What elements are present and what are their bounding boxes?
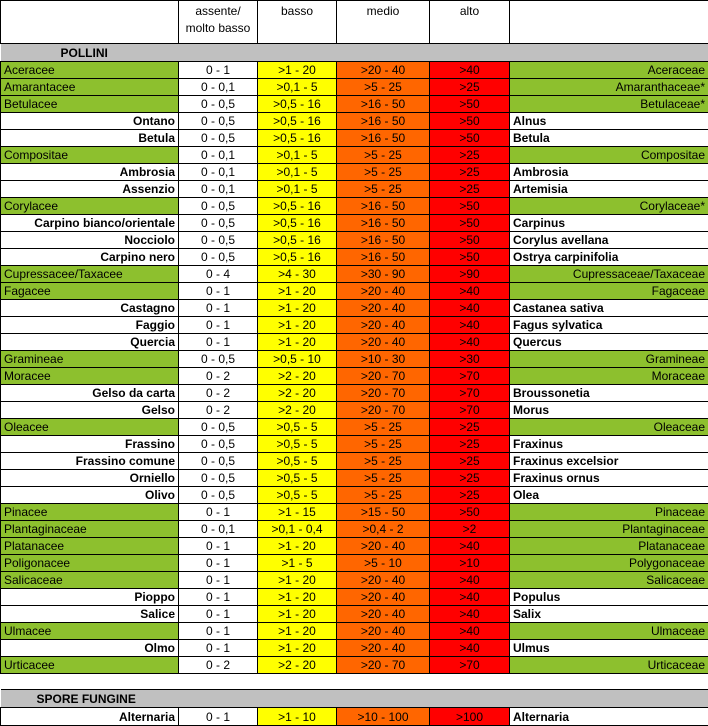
italian-name-cell: Alternaria xyxy=(1,708,179,726)
absent-range-cell: 0 - 0,5 xyxy=(179,351,258,368)
medium-range-cell: >5 - 25 xyxy=(337,419,430,436)
low-range-cell: >1 - 20 xyxy=(258,334,337,351)
high-range-cell: >90 xyxy=(430,266,510,283)
medium-range-cell: >20 - 70 xyxy=(337,657,430,674)
high-range-cell: >40 xyxy=(430,589,510,606)
low-range-cell: >0,5 - 16 xyxy=(258,130,337,147)
section-title: POLLINI xyxy=(1,44,708,62)
medium-range-cell: >16 - 50 xyxy=(337,249,430,266)
latin-name-cell: Fraxinus ornus xyxy=(510,470,708,487)
species-row xyxy=(1,385,708,402)
medium-range-cell: >5 - 25 xyxy=(337,164,430,181)
absent-range-cell: 0 - 1 xyxy=(179,589,258,606)
high-range-cell: >25 xyxy=(430,453,510,470)
species-row xyxy=(1,589,708,606)
italian-name-cell: Betula xyxy=(1,130,179,147)
italian-name-cell: Nocciolo xyxy=(1,232,179,249)
latin-name-cell: Pinaceae xyxy=(510,504,708,521)
absent-range-cell: 0 - 0,5 xyxy=(179,470,258,487)
species-row xyxy=(1,215,708,232)
medium-range-cell: >20 - 40 xyxy=(337,334,430,351)
section-title: SPORE FUNGINE xyxy=(1,690,708,708)
medium-range-cell: >16 - 50 xyxy=(337,232,430,249)
high-range-cell: >25 xyxy=(430,164,510,181)
latin-name-cell: Gramineae xyxy=(510,351,708,368)
absent-range-cell: 0 - 1 xyxy=(179,334,258,351)
medium-range-cell: >20 - 40 xyxy=(337,300,430,317)
family-row xyxy=(1,657,708,674)
absent-range-cell: 0 - 1 xyxy=(179,572,258,589)
species-row xyxy=(1,164,708,181)
header-blank-name xyxy=(1,1,179,44)
high-range-cell: >10 xyxy=(430,555,510,572)
latin-name-cell: Quercus xyxy=(510,334,708,351)
italian-name-cell: Gramineae xyxy=(1,351,179,368)
medium-range-cell: >5 - 25 xyxy=(337,470,430,487)
latin-name-cell: Fagaceae xyxy=(510,283,708,300)
low-range-cell: >1 - 20 xyxy=(258,606,337,623)
italian-name-cell: Fagacee xyxy=(1,283,179,300)
species-row xyxy=(1,300,708,317)
absent-range-cell: 0 - 1 xyxy=(179,640,258,657)
latin-name-cell: Broussonetia xyxy=(510,385,708,402)
low-range-cell: >1 - 20 xyxy=(258,317,337,334)
family-row xyxy=(1,504,708,521)
medium-range-cell: >16 - 50 xyxy=(337,130,430,147)
medium-range-cell: >20 - 70 xyxy=(337,385,430,402)
low-range-cell: >1 - 20 xyxy=(258,572,337,589)
high-range-cell: >25 xyxy=(430,419,510,436)
absent-range-cell: 0 - 2 xyxy=(179,657,258,674)
latin-name-cell: Polygonaceae xyxy=(510,555,708,572)
latin-name-cell: Alternaria xyxy=(510,708,708,726)
species-row xyxy=(1,181,708,198)
italian-name-cell: Aceracee xyxy=(1,62,179,79)
header-high: alto xyxy=(430,1,510,44)
italian-name-cell: Quercia xyxy=(1,334,179,351)
medium-range-cell: >10 - 30 xyxy=(337,351,430,368)
absent-range-cell: 0 - 0,1 xyxy=(179,164,258,181)
absent-range-cell: 0 - 2 xyxy=(179,402,258,419)
italian-name-cell: Salice xyxy=(1,606,179,623)
high-range-cell: >40 xyxy=(430,640,510,657)
high-range-cell: >30 xyxy=(430,351,510,368)
low-range-cell: >0,5 - 5 xyxy=(258,419,337,436)
medium-range-cell: >5 - 25 xyxy=(337,181,430,198)
medium-range-cell: >16 - 50 xyxy=(337,215,430,232)
family-row xyxy=(1,283,708,300)
high-range-cell: >40 xyxy=(430,283,510,300)
high-range-cell: >25 xyxy=(430,181,510,198)
italian-name-cell: Olivo xyxy=(1,487,179,504)
medium-range-cell: >5 - 10 xyxy=(337,555,430,572)
latin-name-cell: Alnus xyxy=(510,113,708,130)
latin-name-cell: Fraxinus excelsior xyxy=(510,453,708,470)
absent-range-cell: 0 - 0,5 xyxy=(179,113,258,130)
family-row xyxy=(1,147,708,164)
high-range-cell: >40 xyxy=(430,62,510,79)
low-range-cell: >4 - 30 xyxy=(258,266,337,283)
latin-name-cell: Compositae xyxy=(510,147,708,164)
medium-range-cell: >20 - 70 xyxy=(337,402,430,419)
section-header-row xyxy=(1,44,708,62)
medium-range-cell: >10 - 100 xyxy=(337,708,430,726)
low-range-cell: >0,5 - 5 xyxy=(258,470,337,487)
medium-range-cell: >20 - 40 xyxy=(337,589,430,606)
low-range-cell: >0,5 - 16 xyxy=(258,96,337,113)
absent-range-cell: 0 - 1 xyxy=(179,504,258,521)
high-range-cell: >70 xyxy=(430,402,510,419)
latin-name-cell: Cupressaceae/Taxaceae xyxy=(510,266,708,283)
italian-name-cell: Castagno xyxy=(1,300,179,317)
family-row xyxy=(1,555,708,572)
section-header-row xyxy=(1,690,708,708)
medium-range-cell: >5 - 25 xyxy=(337,453,430,470)
absent-range-cell: 0 - 1 xyxy=(179,538,258,555)
absent-range-cell: 0 - 1 xyxy=(179,606,258,623)
low-range-cell: >0,1 - 0,4 xyxy=(258,521,337,538)
low-range-cell: >1 - 20 xyxy=(258,538,337,555)
low-range-cell: >0,5 - 16 xyxy=(258,215,337,232)
family-row xyxy=(1,79,708,96)
italian-name-cell: Poligonacee xyxy=(1,555,179,572)
high-range-cell: >70 xyxy=(430,368,510,385)
low-range-cell: >1 - 20 xyxy=(258,623,337,640)
medium-range-cell: >15 - 50 xyxy=(337,504,430,521)
absent-range-cell: 0 - 0,5 xyxy=(179,249,258,266)
low-range-cell: >1 - 5 xyxy=(258,555,337,572)
italian-name-cell: Carpino nero xyxy=(1,249,179,266)
high-range-cell: >100 xyxy=(430,708,510,726)
high-range-cell: >40 xyxy=(430,623,510,640)
high-range-cell: >50 xyxy=(430,232,510,249)
high-range-cell: >25 xyxy=(430,79,510,96)
absent-range-cell: 0 - 0,1 xyxy=(179,521,258,538)
header-low: basso xyxy=(258,1,337,44)
header-row xyxy=(1,1,708,44)
latin-name-cell: Aceraceae xyxy=(510,62,708,79)
latin-name-cell: Ostrya carpinifolia xyxy=(510,249,708,266)
italian-name-cell: Pinacee xyxy=(1,504,179,521)
absent-range-cell: 0 - 0,5 xyxy=(179,419,258,436)
low-range-cell: >0,5 - 16 xyxy=(258,198,337,215)
absent-range-cell: 0 - 1 xyxy=(179,300,258,317)
low-range-cell: >1 - 20 xyxy=(258,640,337,657)
high-range-cell: >50 xyxy=(430,249,510,266)
latin-name-cell: Plantaginaceae xyxy=(510,521,708,538)
header-blank-latin xyxy=(510,1,708,44)
medium-range-cell: >16 - 50 xyxy=(337,198,430,215)
italian-name-cell: Platanacee xyxy=(1,538,179,555)
latin-name-cell: Fraxinus xyxy=(510,436,708,453)
italian-name-cell: Ulmacee xyxy=(1,623,179,640)
high-range-cell: >50 xyxy=(430,130,510,147)
low-range-cell: >0,5 - 16 xyxy=(258,232,337,249)
latin-name-cell: Platanaceae xyxy=(510,538,708,555)
low-range-cell: >0,5 - 16 xyxy=(258,113,337,130)
high-range-cell: >25 xyxy=(430,147,510,164)
high-range-cell: >40 xyxy=(430,538,510,555)
latin-name-cell: Artemisia xyxy=(510,181,708,198)
low-range-cell: >1 - 20 xyxy=(258,62,337,79)
latin-name-cell: Corylaceae* xyxy=(510,198,708,215)
high-range-cell: >50 xyxy=(430,504,510,521)
italian-name-cell: Frassino comune xyxy=(1,453,179,470)
latin-name-cell: Carpinus xyxy=(510,215,708,232)
high-range-cell: >40 xyxy=(430,606,510,623)
italian-name-cell: Ontano xyxy=(1,113,179,130)
latin-name-cell: Morus xyxy=(510,402,708,419)
absent-range-cell: 0 - 0,5 xyxy=(179,198,258,215)
medium-range-cell: >20 - 40 xyxy=(337,640,430,657)
family-row xyxy=(1,623,708,640)
species-row xyxy=(1,640,708,657)
absent-range-cell: 0 - 0,5 xyxy=(179,453,258,470)
low-range-cell: >1 - 20 xyxy=(258,283,337,300)
latin-name-cell: Oleaceae xyxy=(510,419,708,436)
absent-range-cell: 0 - 2 xyxy=(179,368,258,385)
italian-name-cell: Urticacee xyxy=(1,657,179,674)
latin-name-cell: Fagus sylvatica xyxy=(510,317,708,334)
medium-range-cell: >20 - 70 xyxy=(337,368,430,385)
latin-name-cell: Betulaceae* xyxy=(510,96,708,113)
absent-range-cell: 0 - 2 xyxy=(179,385,258,402)
latin-name-cell: Betula xyxy=(510,130,708,147)
absent-range-cell: 0 - 1 xyxy=(179,555,258,572)
high-range-cell: >40 xyxy=(430,300,510,317)
italian-name-cell: Gelso da carta xyxy=(1,385,179,402)
low-range-cell: >2 - 20 xyxy=(258,657,337,674)
medium-range-cell: >5 - 25 xyxy=(337,436,430,453)
species-row xyxy=(1,453,708,470)
absent-range-cell: 0 - 1 xyxy=(179,62,258,79)
low-range-cell: >1 - 10 xyxy=(258,708,337,726)
italian-name-cell: Ambrosia xyxy=(1,164,179,181)
absent-range-cell: 0 - 1 xyxy=(179,317,258,334)
medium-range-cell: >5 - 25 xyxy=(337,79,430,96)
low-range-cell: >1 - 20 xyxy=(258,589,337,606)
absent-range-cell: 0 - 0,1 xyxy=(179,181,258,198)
species-row xyxy=(1,113,708,130)
medium-range-cell: >20 - 40 xyxy=(337,283,430,300)
species-row xyxy=(1,436,708,453)
italian-name-cell: Corylacee xyxy=(1,198,179,215)
italian-name-cell: Faggio xyxy=(1,317,179,334)
absent-range-cell: 0 - 1 xyxy=(179,623,258,640)
high-range-cell: >2 xyxy=(430,521,510,538)
latin-name-cell: Salix xyxy=(510,606,708,623)
italian-name-cell: Oleacee xyxy=(1,419,179,436)
high-range-cell: >25 xyxy=(430,436,510,453)
species-row xyxy=(1,232,708,249)
species-row xyxy=(1,470,708,487)
absent-range-cell: 0 - 1 xyxy=(179,283,258,300)
latin-name-cell: Amaranthaceae* xyxy=(510,79,708,96)
low-range-cell: >0,5 - 16 xyxy=(258,249,337,266)
high-range-cell: >50 xyxy=(430,96,510,113)
absent-range-cell: 0 - 0,1 xyxy=(179,79,258,96)
low-range-cell: >2 - 20 xyxy=(258,385,337,402)
absent-range-cell: 0 - 0,5 xyxy=(179,487,258,504)
italian-name-cell: Pioppo xyxy=(1,589,179,606)
high-range-cell: >70 xyxy=(430,657,510,674)
species-row xyxy=(1,708,708,726)
medium-range-cell: >20 - 40 xyxy=(337,538,430,555)
latin-name-cell: Urticaceae xyxy=(510,657,708,674)
family-row xyxy=(1,96,708,113)
species-row xyxy=(1,317,708,334)
absent-range-cell: 0 - 0,5 xyxy=(179,130,258,147)
header-absent: assente/ molto basso xyxy=(179,1,258,44)
latin-name-cell: Ambrosia xyxy=(510,164,708,181)
latin-name-cell: Populus xyxy=(510,589,708,606)
family-row xyxy=(1,419,708,436)
medium-range-cell: >20 - 40 xyxy=(337,572,430,589)
italian-name-cell: Compositae xyxy=(1,147,179,164)
absent-range-cell: 0 - 0,5 xyxy=(179,232,258,249)
absent-range-cell: 0 - 0,1 xyxy=(179,147,258,164)
latin-name-cell: Moraceae xyxy=(510,368,708,385)
family-row xyxy=(1,351,708,368)
latin-name-cell: Salicaceae xyxy=(510,572,708,589)
high-range-cell: >70 xyxy=(430,385,510,402)
absent-range-cell: 0 - 0,5 xyxy=(179,215,258,232)
medium-range-cell: >5 - 25 xyxy=(337,487,430,504)
italian-name-cell: Assenzio xyxy=(1,181,179,198)
medium-range-cell: >5 - 25 xyxy=(337,147,430,164)
family-row xyxy=(1,266,708,283)
low-range-cell: >1 - 20 xyxy=(258,300,337,317)
italian-name-cell: Moracee xyxy=(1,368,179,385)
family-row xyxy=(1,62,708,79)
italian-name-cell: Orniello xyxy=(1,470,179,487)
species-row xyxy=(1,402,708,419)
low-range-cell: >0,5 - 5 xyxy=(258,453,337,470)
medium-range-cell: >20 - 40 xyxy=(337,317,430,334)
italian-name-cell: Cupressacee/Taxacee xyxy=(1,266,179,283)
italian-name-cell: Carpino bianco/orientale xyxy=(1,215,179,232)
high-range-cell: >25 xyxy=(430,487,510,504)
italian-name-cell: Salicaceae xyxy=(1,572,179,589)
low-range-cell: >2 - 20 xyxy=(258,402,337,419)
low-range-cell: >2 - 20 xyxy=(258,368,337,385)
species-row xyxy=(1,249,708,266)
header-medium: medio xyxy=(337,1,430,44)
medium-range-cell: >16 - 50 xyxy=(337,113,430,130)
low-range-cell: >0,5 - 5 xyxy=(258,436,337,453)
high-range-cell: >25 xyxy=(430,470,510,487)
family-row xyxy=(1,368,708,385)
absent-range-cell: 0 - 0,5 xyxy=(179,96,258,113)
medium-range-cell: >30 - 90 xyxy=(337,266,430,283)
latin-name-cell: Olea xyxy=(510,487,708,504)
low-range-cell: >0,5 - 10 xyxy=(258,351,337,368)
medium-range-cell: >20 - 40 xyxy=(337,62,430,79)
high-range-cell: >40 xyxy=(430,334,510,351)
high-range-cell: >50 xyxy=(430,113,510,130)
pollen-table-body xyxy=(1,1,708,726)
medium-range-cell: >16 - 50 xyxy=(337,96,430,113)
family-row xyxy=(1,572,708,589)
absent-range-cell: 0 - 4 xyxy=(179,266,258,283)
latin-name-cell: Castanea sativa xyxy=(510,300,708,317)
species-row xyxy=(1,487,708,504)
italian-name-cell: Olmo xyxy=(1,640,179,657)
italian-name-cell: Gelso xyxy=(1,402,179,419)
low-range-cell: >0,1 - 5 xyxy=(258,79,337,96)
latin-name-cell: Corylus avellana xyxy=(510,232,708,249)
italian-name-cell: Amarantacee xyxy=(1,79,179,96)
low-range-cell: >0,1 - 5 xyxy=(258,181,337,198)
family-row xyxy=(1,538,708,555)
family-row xyxy=(1,521,708,538)
section-gap-cell xyxy=(1,674,708,690)
medium-range-cell: >0,4 - 2 xyxy=(337,521,430,538)
low-range-cell: >1 - 15 xyxy=(258,504,337,521)
family-row xyxy=(1,198,708,215)
absent-range-cell: 0 - 0,5 xyxy=(179,436,258,453)
absent-range-cell: 0 - 1 xyxy=(179,708,258,726)
low-range-cell: >0,1 - 5 xyxy=(258,147,337,164)
species-row xyxy=(1,130,708,147)
high-range-cell: >40 xyxy=(430,572,510,589)
section-gap-row xyxy=(1,674,708,690)
high-range-cell: >50 xyxy=(430,215,510,232)
medium-range-cell: >20 - 40 xyxy=(337,606,430,623)
species-row xyxy=(1,606,708,623)
high-range-cell: >50 xyxy=(430,198,510,215)
italian-name-cell: Plantaginaceae xyxy=(1,521,179,538)
latin-name-cell: Ulmus xyxy=(510,640,708,657)
low-range-cell: >0,5 - 5 xyxy=(258,487,337,504)
medium-range-cell: >20 - 40 xyxy=(337,623,430,640)
species-row xyxy=(1,334,708,351)
low-range-cell: >0,1 - 5 xyxy=(258,164,337,181)
italian-name-cell: Frassino xyxy=(1,436,179,453)
high-range-cell: >40 xyxy=(430,317,510,334)
italian-name-cell: Betulacee xyxy=(1,96,179,113)
latin-name-cell: Ulmaceae xyxy=(510,623,708,640)
